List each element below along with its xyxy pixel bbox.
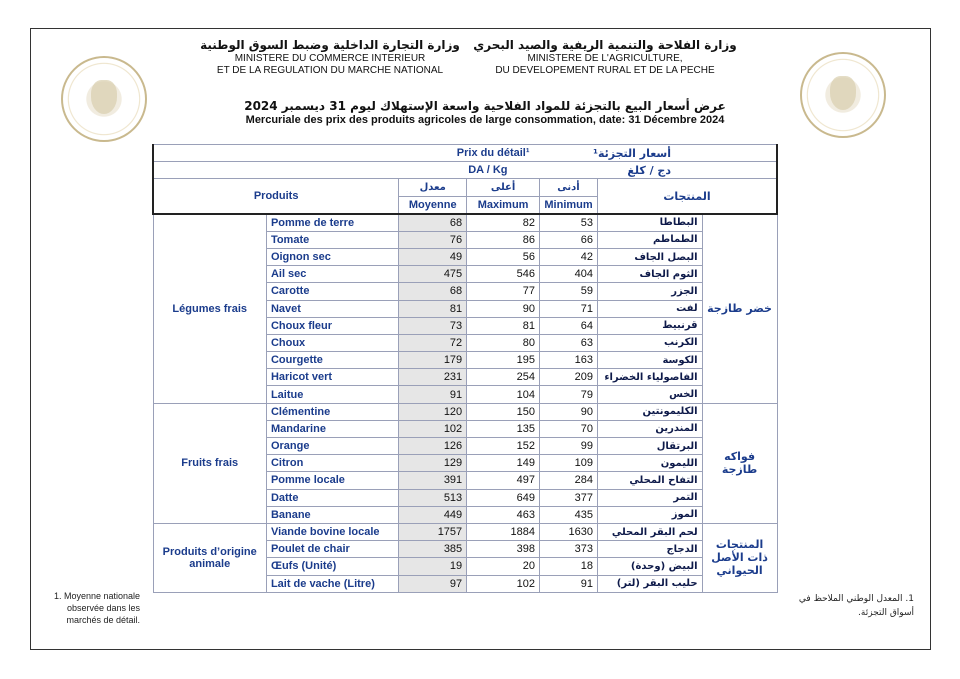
price-maximum: 254: [467, 369, 540, 386]
price-maximum: 90: [467, 300, 540, 317]
product-name-fr: Orange: [266, 438, 398, 455]
price-maximum: 135: [467, 420, 540, 437]
price-minimum: 71: [540, 300, 598, 317]
category-label-fr: Produits d’origine animale: [153, 523, 266, 592]
product-name-ar: التمر: [598, 489, 703, 506]
product-name-fr: Haricot vert: [266, 369, 398, 386]
product-name-ar: التفاح المحلي: [598, 472, 703, 489]
price-maximum: 546: [467, 266, 540, 283]
header-unit-fr: DA / Kg: [153, 162, 540, 179]
product-name-ar: الليمون: [598, 455, 703, 472]
header-prix-ar: أسعار التجزئة¹: [540, 145, 777, 162]
price-moyenne: 91: [399, 386, 467, 403]
price-moyenne: 97: [399, 575, 467, 592]
price-moyenne: 73: [399, 317, 467, 334]
table-row: [153, 523, 777, 540]
product-name-ar: الثوم الجاف: [598, 266, 703, 283]
header-left-french-2: ET DE LA REGULATION DU MARCHE NATIONAL: [216, 65, 444, 76]
product-name-fr: Banane: [266, 506, 398, 523]
product-name-fr: Choux: [266, 334, 398, 351]
product-name-ar: الكليمونتين: [598, 403, 703, 420]
price-moyenne: 513: [399, 489, 467, 506]
product-name-ar: البطاطا: [598, 214, 703, 231]
product-name-ar: الخس: [598, 386, 703, 403]
price-minimum: 53: [540, 214, 598, 231]
price-minimum: 63: [540, 334, 598, 351]
price-moyenne: 19: [399, 558, 467, 575]
product-name-fr: Carotte: [266, 283, 398, 300]
product-name-fr: Ail sec: [266, 266, 398, 283]
product-name-ar: الكرنب: [598, 334, 703, 351]
header-produits: Produits: [153, 179, 399, 214]
header-commerce-ministry: [195, 38, 465, 77]
price-moyenne: 49: [399, 248, 467, 265]
price-moyenne: 129: [399, 455, 467, 472]
product-name-ar: البرتقال: [598, 438, 703, 455]
price-maximum: 56: [467, 248, 540, 265]
footnote-french: 1. Moyenne nationale observée dans les marchés de détail.: [53, 591, 140, 625]
price-moyenne: 68: [399, 283, 467, 300]
price-minimum: 163: [540, 352, 598, 369]
price-maximum: 398: [467, 541, 540, 558]
price-maximum: 86: [467, 231, 540, 248]
price-moyenne: 120: [399, 403, 467, 420]
product-name-fr: Datte: [266, 489, 398, 506]
ministry-agriculture-seal-icon: [800, 52, 886, 138]
price-minimum: 284: [540, 472, 598, 489]
price-minimum: 209: [540, 369, 598, 386]
price-maximum: 102: [467, 575, 540, 592]
header-maximum-ar: أعلى: [467, 179, 540, 196]
product-name-fr: Clémentine: [266, 403, 398, 420]
product-name-fr: Citron: [266, 455, 398, 472]
price-minimum: 90: [540, 403, 598, 420]
price-moyenne: 179: [399, 352, 467, 369]
price-minimum: 1630: [540, 523, 598, 540]
category-label-ar: فواكه طازجة: [702, 403, 777, 523]
footnote-arabic: 1. المعدل الوطني الملاحظ في أسواق التجزئة.: [798, 594, 914, 618]
product-name-ar: الموز: [598, 506, 703, 523]
price-minimum: 64: [540, 317, 598, 334]
price-maximum: 81: [467, 317, 540, 334]
product-name-ar: البيض (وحدة): [598, 558, 703, 575]
price-moyenne: 81: [399, 300, 467, 317]
product-name-ar: لفت: [598, 300, 703, 317]
category-label-ar: المنتجات ذات الأصل الحيواني: [702, 523, 777, 592]
header-right-arabic: وزارة الفلاحة والتنمية الريفية والصيد البحري: [473, 38, 737, 52]
price-moyenne: 72: [399, 334, 467, 351]
price-maximum: 649: [467, 489, 540, 506]
price-minimum: 377: [540, 489, 598, 506]
table-header-row-1: [153, 145, 777, 162]
price-maximum: 1884: [467, 523, 540, 540]
price-minimum: 99: [540, 438, 598, 455]
table-header-row-3: [153, 179, 777, 196]
price-moyenne: 475: [399, 266, 467, 283]
product-name-ar: حليب البقر (لتر): [598, 575, 703, 592]
product-name-fr: Mandarine: [266, 420, 398, 437]
product-name-ar: البصل الجاف: [598, 248, 703, 265]
category-label-fr: Fruits frais: [153, 403, 266, 523]
price-maximum: 195: [467, 352, 540, 369]
product-name-fr: Courgette: [266, 352, 398, 369]
product-name-fr: Lait de vache (Litre): [266, 575, 398, 592]
product-name-ar: الكوسة: [598, 352, 703, 369]
price-table-body: [153, 145, 777, 593]
price-moyenne: 1757: [399, 523, 467, 540]
table-header-row-2: [153, 162, 777, 179]
product-name-fr: Poulet de chair: [266, 541, 398, 558]
header-unit-ar: دج / كلغ: [540, 162, 777, 179]
price-minimum: 18: [540, 558, 598, 575]
product-name-fr: Pomme de terre: [266, 214, 398, 231]
product-name-ar: قرنبيط: [598, 317, 703, 334]
table-row: [153, 403, 777, 420]
header-right-french-1: MINISTERE DE L'AGRICULTURE,: [527, 53, 683, 64]
header-minimum: Minimum: [540, 196, 598, 214]
price-minimum: 79: [540, 386, 598, 403]
category-label-ar: خضر طازجة: [702, 214, 777, 403]
header-agriculture-ministry: [470, 38, 740, 77]
price-minimum: 435: [540, 506, 598, 523]
price-minimum: 59: [540, 283, 598, 300]
price-maximum: 497: [467, 472, 540, 489]
price-maximum: 80: [467, 334, 540, 351]
product-name-fr: Navet: [266, 300, 398, 317]
price-moyenne: 391: [399, 472, 467, 489]
document-title: [200, 98, 770, 127]
price-table: [152, 144, 778, 593]
price-minimum: 404: [540, 266, 598, 283]
product-name-fr: Tomate: [266, 231, 398, 248]
product-name-fr: Laitue: [266, 386, 398, 403]
price-minimum: 42: [540, 248, 598, 265]
header-moyenne: Moyenne: [399, 196, 467, 214]
header-right-french-2: DU DEVELOPEMENT RURAL ET DE LA PECHE: [495, 65, 715, 76]
header-maximum: Maximum: [467, 196, 540, 214]
header-left-french-1: MINISTERE DU COMMERCE INTERIEUR: [234, 53, 426, 64]
header-produits-ar: المنتجات: [598, 179, 777, 214]
price-minimum: 373: [540, 541, 598, 558]
title-arabic: عرض أسعار البيع بالتجزئة للمواد الفلاحية واسعة الإستهلاك ليوم 31 ديسمبر 2024: [244, 99, 726, 113]
price-maximum: 463: [467, 506, 540, 523]
price-moyenne: 385: [399, 541, 467, 558]
product-name-ar: الدجاج: [598, 541, 703, 558]
price-minimum: 91: [540, 575, 598, 592]
price-moyenne: 449: [399, 506, 467, 523]
product-name-fr: Pomme locale: [266, 472, 398, 489]
price-moyenne: 102: [399, 420, 467, 437]
product-name-fr: Œufs (Unité): [266, 558, 398, 575]
header-left-arabic: وزارة التجارة الداخلية وضبط السوق الوطنية: [200, 38, 460, 52]
price-maximum: 104: [467, 386, 540, 403]
price-minimum: 70: [540, 420, 598, 437]
header-minimum-ar: أدنى: [540, 179, 598, 196]
ministry-commerce-seal-icon: [61, 56, 147, 142]
price-maximum: 152: [467, 438, 540, 455]
product-name-ar: الجزر: [598, 283, 703, 300]
product-name-fr: Choux fleur: [266, 317, 398, 334]
product-name-ar: لحم البقر المحلي: [598, 523, 703, 540]
price-moyenne: 231: [399, 369, 467, 386]
price-minimum: 109: [540, 455, 598, 472]
price-maximum: 20: [467, 558, 540, 575]
title-french: Mercuriale des prix des produits agricoles de large consommation, date: 31 Décembre 2024: [245, 114, 725, 126]
price-minimum: 66: [540, 231, 598, 248]
header-prix-fr: Prix du détail¹: [153, 145, 540, 162]
price-maximum: 150: [467, 403, 540, 420]
category-label-fr: Légumes frais: [153, 214, 266, 403]
product-name-ar: المندرين: [598, 420, 703, 437]
price-maximum: 82: [467, 214, 540, 231]
price-moyenne: 76: [399, 231, 467, 248]
table-row: [153, 214, 777, 231]
price-moyenne: 68: [399, 214, 467, 231]
product-name-fr: Viande bovine locale: [266, 523, 398, 540]
price-maximum: 149: [467, 455, 540, 472]
price-moyenne: 126: [399, 438, 467, 455]
product-name-ar: الفاصولياء الخضراء: [598, 369, 703, 386]
price-maximum: 77: [467, 283, 540, 300]
product-name-ar: الطماطم: [598, 231, 703, 248]
product-name-fr: Oignon sec: [266, 248, 398, 265]
header-moyenne-ar: معدل: [399, 179, 467, 196]
